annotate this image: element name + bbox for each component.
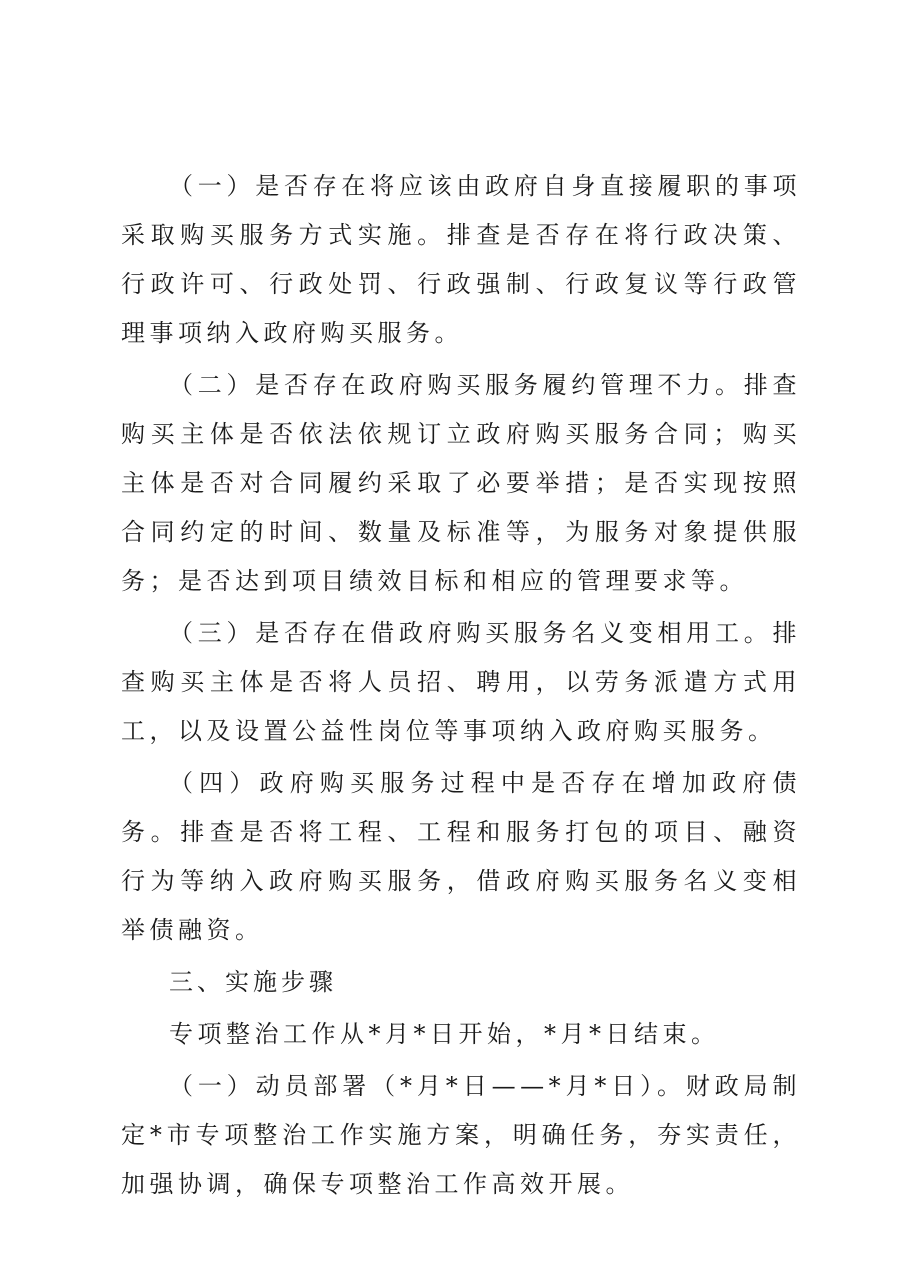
step-paragraph-1: （一）动员部署（*月*日——*月*日）。财政局制定*市专项整治工作实施方案，明确任务，夯实责任，加强协调，确保专项整治工作高效开展。	[121, 1072, 801, 1198]
paragraph-item-2: （二）是否存在政府购买服务履约管理不力。排查购买主体是否依法依规订立政府购买服务合同；购买主体是否对合同履约采取了必要举措；是否实现按照合同约定的时间、数量及标准等，为服务对象提供服务；是否达到项目绩效目标和相应的管理要求等。	[121, 371, 801, 595]
document-body	[121, 162, 801, 1212]
paragraph-item-3: （三）是否存在借政府购买服务名义变相用工。排查购买主体是否将人员招、聘用，以劳务派遣方式用工，以及设置公益性岗位等事项纳入政府购买服务。	[121, 619, 801, 745]
paragraph-item-4: （四）政府购买服务过程中是否存在增加政府债务。排查是否将工程、工程和服务打包的项目、融资行为等纳入政府购买服务，借政府购买服务名义变相举债融资。	[121, 769, 801, 944]
section-heading: 三、实施步骤	[169, 968, 337, 996]
paragraph-item-1: （一）是否存在将应该由政府自身直接履职的事项采取购买服务方式实施。排查是否存在将行政决策、行政许可、行政处罚、行政强制、行政复议等行政管理事项纳入政府购买服务。	[121, 172, 801, 347]
schedule-paragraph: 专项整治工作从*月*日开始，*月*日结束。	[169, 1020, 720, 1048]
